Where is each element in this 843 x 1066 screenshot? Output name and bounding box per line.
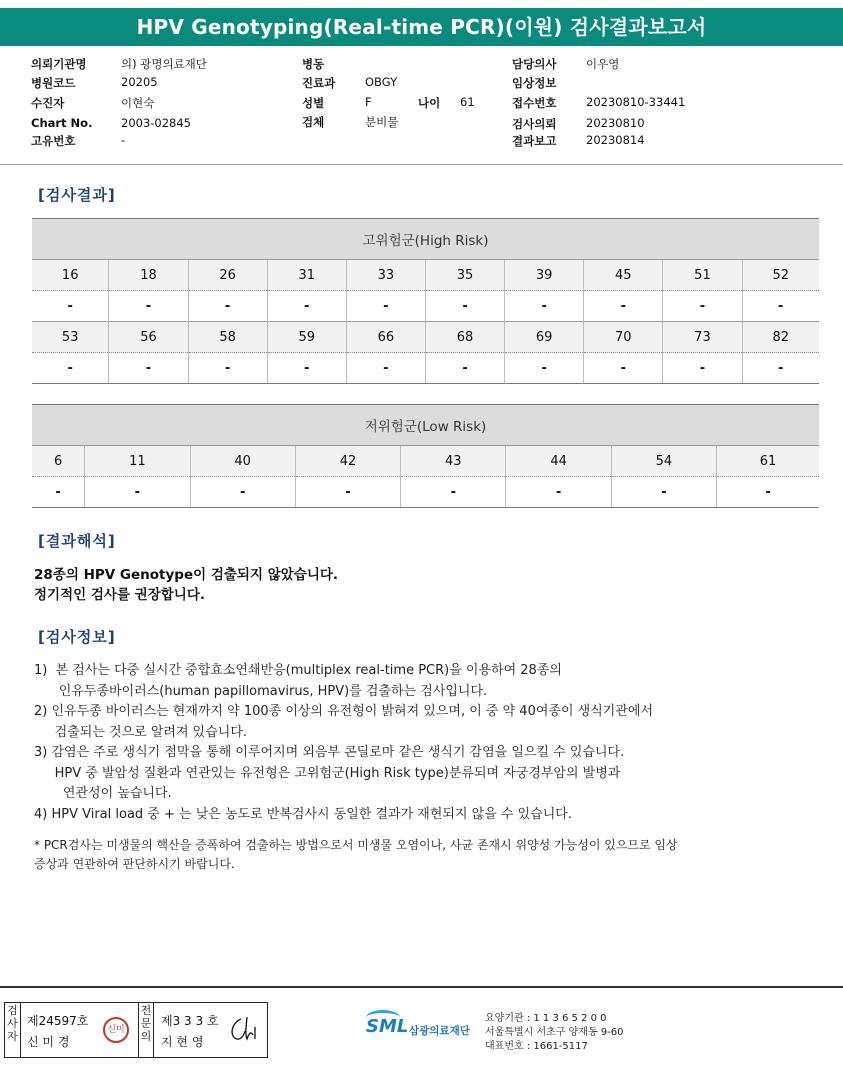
info-label: 결과보고 [512, 134, 557, 148]
result-cell: - [742, 291, 819, 322]
genotype-cell: 44 [506, 446, 611, 477]
test-info-notes [34, 661, 814, 825]
result-cell: - [267, 291, 346, 322]
interpretation-line: 정기적인 검사를 권장합니다. [34, 587, 206, 603]
genotype-cell: 70 [584, 322, 663, 353]
genotype-cell: 69 [505, 322, 584, 353]
genotype-cell: 42 [295, 446, 400, 477]
info-label: 병동 [302, 57, 325, 71]
high-risk-table [32, 218, 819, 384]
result-cell: - [190, 477, 295, 508]
info-label: Chart No. [31, 116, 93, 130]
result-cell: - [663, 291, 742, 322]
contact-info [485, 1012, 624, 1054]
info-value: 분비물 [365, 115, 399, 129]
result-cell: - [505, 353, 584, 384]
info-label: 검사의뢰 [512, 117, 557, 131]
divider [0, 164, 843, 165]
info-value: 의) 광명의료재단 [121, 57, 207, 71]
result-cell: - [32, 477, 85, 508]
info-value: - [121, 133, 126, 147]
sml-logo [366, 1010, 482, 1050]
genotype-cell: 58 [188, 322, 267, 353]
contact-line: 요양기관 : 1 1 3 6 5 2 0 0 [485, 1013, 607, 1024]
result-cell: - [346, 291, 425, 322]
genotype-cell: 56 [109, 322, 188, 353]
specialist-name: 지 현 영 [161, 1035, 204, 1049]
genotype-cell: 54 [611, 446, 716, 477]
inspector-role-label: 검사자 [5, 1003, 21, 1057]
test-info-section-title: [검사정보] [38, 628, 116, 646]
info-value: 20230810-33441 [586, 95, 686, 109]
result-cell: - [506, 477, 611, 508]
result-cell: - [109, 353, 188, 384]
genotype-cell: 68 [425, 322, 504, 353]
info-label: 수진자 [31, 96, 65, 110]
result-cell: - [717, 477, 819, 508]
genotype-cell: 53 [32, 322, 109, 353]
genotype-cell: 45 [584, 260, 663, 291]
info-value: 20230814 [586, 133, 645, 147]
footnote-line: * PCR검사는 미생물의 핵산을 증폭하여 검출하는 방법으로서 미생물 오염이나, 사균 존재시 위양성 가능성이 있으므로 임상 [34, 838, 678, 852]
genotype-cell: 59 [267, 322, 346, 353]
result-cell: - [584, 291, 663, 322]
note-line: HPV 중 발암성 질환과 연관있는 유전형은 고위험군(High Risk type)분류되며 자궁경부암의 발병과 [34, 765, 621, 781]
info-value: F [365, 95, 372, 109]
genotype-cell: 73 [663, 322, 742, 353]
info-value: 20230810 [586, 116, 645, 130]
genotype-cell: 33 [346, 260, 425, 291]
genotype-cell: 52 [742, 260, 819, 291]
results-section-title: [검사결과] [38, 186, 116, 204]
result-cell: - [505, 291, 584, 322]
low-risk-table [32, 404, 819, 508]
note-line: 연관성이 높습니다. [34, 786, 172, 801]
genotype-cell: 26 [188, 260, 267, 291]
note-line: 검출되는 것으로 알려져 있습니다. [34, 724, 248, 740]
info-label: 접수번호 [512, 96, 557, 110]
note-line: 1) 본 검사는 다중 실시간 중합효소연쇄반응(multiplex real-time PCR)을 이용하여 28종의 [34, 663, 562, 678]
info-value: 이우영 [586, 57, 620, 71]
info-value: 이현숙 [121, 96, 155, 110]
result-cell: - [67, 298, 73, 314]
info-label: 고유번호 [31, 134, 76, 148]
inspector-seal-icon: 신미 [103, 1017, 129, 1043]
info-label: 담당의사 [512, 57, 557, 71]
info-label: 임상정보 [512, 76, 557, 90]
result-cell: - [295, 477, 400, 508]
result-cell: - [401, 477, 506, 508]
result-cell: - [584, 353, 663, 384]
result-cell: - [267, 353, 346, 384]
footnote [34, 836, 678, 874]
info-label: 검체 [302, 115, 325, 129]
contact-line: 서울특별시 서초구 양재동 9-60 [485, 1027, 624, 1038]
genotype-cell: 43 [401, 446, 506, 477]
result-cell: - [109, 291, 188, 322]
info-value: 2003-02845 [121, 116, 191, 130]
genotype-cell: 40 [190, 446, 295, 477]
result-cell: - [188, 291, 267, 322]
inspector-name: 신 미 경 [27, 1035, 70, 1049]
result-cell: - [425, 353, 504, 384]
genotype-cell: 16 [32, 260, 109, 291]
note-line: 4) HPV Viral load 중 + 는 낮은 농도로 반복검사시 동일한 결과가 재현되지 않을 수 있습니다. [34, 806, 572, 822]
report-title: HPV Genotyping(Real-time PCR)(이원) 검사결과보고서 [0, 8, 843, 46]
contact-line: 대표번호 : 1661-5117 [485, 1041, 588, 1052]
low-risk-title: 저위험군(Low Risk) [32, 405, 819, 446]
specialist-license: 제3 3 3 호 [161, 1014, 219, 1028]
high-risk-title: 고위험군(High Risk) [32, 219, 819, 260]
interpretation-section-title: [결과해석] [38, 532, 116, 550]
footer-divider [0, 986, 843, 988]
signature-icon [227, 1013, 261, 1045]
info-label: 진료과 [302, 76, 336, 90]
result-cell: - [32, 353, 109, 384]
genotype-cell: 11 [85, 446, 190, 477]
genotype-cell: 39 [505, 260, 584, 291]
result-cell: - [663, 353, 742, 384]
patient-info [0, 56, 843, 164]
genotype-cell: 61 [717, 446, 819, 477]
signature-box [4, 1002, 268, 1058]
interpretation-line: 28종의 HPV Genotype이 검출되지 않았습니다. [34, 567, 339, 583]
result-cell: - [425, 291, 504, 322]
genotype-cell: 6 [32, 446, 85, 477]
info-value: OBGY [365, 75, 398, 89]
info-label: 성별 [302, 96, 325, 110]
info-label: 의뢰기관명 [31, 57, 87, 71]
info-label: 병원코드 [31, 76, 76, 90]
inspector-license: 제24597호 [27, 1014, 89, 1028]
genotype-cell: 18 [109, 260, 188, 291]
result-cell: - [188, 353, 267, 384]
result-cell: - [742, 353, 819, 384]
interpretation-text [34, 565, 338, 605]
genotype-cell: 66 [346, 322, 425, 353]
logo-brand: SML [366, 1016, 409, 1037]
result-cell: - [611, 477, 716, 508]
genotype-cell: 51 [663, 260, 742, 291]
age-label: 나이 [418, 96, 441, 110]
genotype-cell: 35 [425, 260, 504, 291]
note-line: 2) 인유두종 바이러스는 현재까지 약 100종 이상의 유전형이 밝혀져 있으며, 이 중 약 40여종이 생식기관에서 [34, 704, 654, 719]
logo-org-name: 삼광의료재단 [409, 1025, 470, 1037]
genotype-cell: 31 [267, 260, 346, 291]
info-value: 20205 [121, 75, 158, 89]
result-cell: - [346, 353, 425, 384]
genotype-cell: 82 [742, 322, 819, 353]
age-value: 61 [460, 95, 475, 109]
note-line: 인유두종바이러스(human papillomavirus, HPV)를 검출하는 검사입니다. [34, 683, 488, 699]
footnote-line: 증상과 연관하여 판단하시기 바랍니다. [34, 857, 235, 871]
result-cell: - [85, 477, 190, 508]
note-line: 3) 감염은 주로 생식기 점막을 통해 이루어지며 외음부 콘딜로마 같은 생식기 감염을 일으킬 수 있습니다. [34, 745, 625, 760]
specialist-role-label: 전문의 [138, 1003, 154, 1057]
